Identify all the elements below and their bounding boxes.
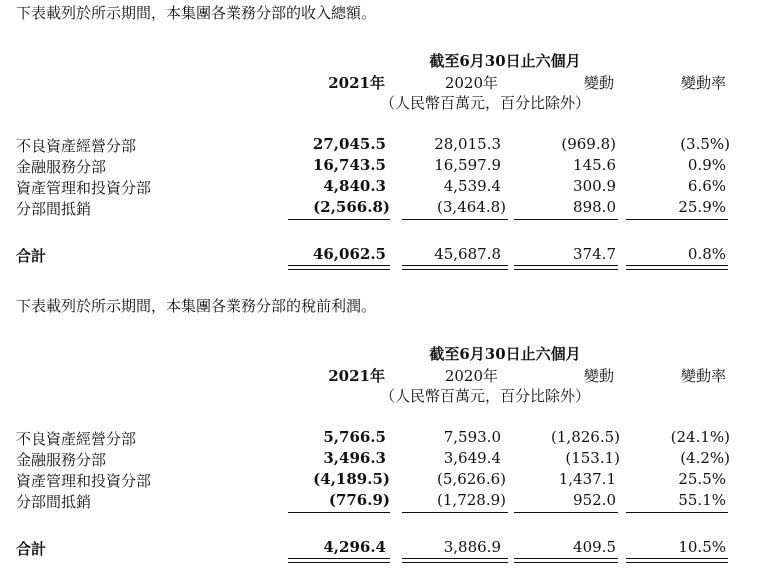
table1-col-2021: 2021年	[328, 74, 385, 92]
table1-subtotal-rule	[626, 219, 728, 220]
table2-total-rate: 10.5%	[678, 538, 726, 556]
table2-row-label: 不良資產經營分部	[16, 430, 137, 448]
table1-total-change: 374.7	[573, 245, 616, 263]
table1-total-rate: 0.8%	[687, 245, 726, 263]
table1-row-rate: 0.9%	[687, 156, 726, 174]
table1-row-2020: 16,597.9	[434, 156, 501, 174]
table2-row-change: (1,826.5)	[551, 428, 620, 446]
table1-total-label: 合計	[16, 247, 47, 265]
table2-total-rule	[288, 558, 390, 563]
table1-total-2020: 45,687.8	[434, 245, 501, 263]
table2-col-2020: 2020年	[444, 367, 498, 385]
table1-row-rate: (3.5%)	[680, 135, 730, 153]
table2-subtotal-rule	[288, 512, 390, 513]
table2-row-change: 1,437.1	[558, 470, 616, 488]
table1-subtotal-rule	[402, 219, 508, 220]
table1-col-rate: 變動率	[680, 74, 726, 92]
table2-row-2021: 3,496.3	[323, 449, 386, 467]
table1-row-label: 資產管理和投資分部	[16, 179, 152, 197]
table1-subtotal-rule	[514, 219, 618, 220]
table2-unit-note: （人民幣百萬元，百分比除外）	[380, 387, 591, 405]
table1-row-change: 145.6	[573, 156, 616, 174]
table1-row-label: 分部間抵銷	[16, 200, 92, 218]
table2-row-change: 952.0	[573, 491, 616, 509]
table2-subtotal-rule	[626, 512, 728, 513]
table2-total-2020: 3,886.9	[443, 538, 501, 556]
table2-row-2020: (5,626.6)	[437, 470, 506, 488]
table1-subtotal-rule	[288, 219, 390, 220]
table1-row-change: (969.8)	[561, 135, 616, 153]
table2-row-2021: 5,766.5	[323, 428, 386, 446]
table2-row-2020: 3,649.4	[443, 449, 501, 467]
table2-total-2021: 4,296.4	[323, 538, 386, 556]
table1-row-rate: 6.6%	[687, 177, 726, 195]
table1-row-label: 金融服務分部	[16, 158, 107, 176]
table2-row-rate: (24.1%)	[670, 428, 730, 446]
table1-row-label: 不良資產經營分部	[16, 137, 137, 155]
table2-row-label: 分部間抵銷	[16, 493, 92, 511]
table1-total-rule	[288, 265, 390, 270]
table2-total-rule	[514, 558, 618, 563]
table2-col-rate: 變動率	[680, 367, 726, 385]
table1-row-2021: 16,743.5	[312, 156, 386, 174]
table1-row-2020: 28,015.3	[434, 135, 501, 153]
table2-row-change: (153.1)	[565, 449, 620, 467]
table1-total-rule	[514, 265, 618, 270]
table1-row-2020: 4,539.4	[443, 177, 501, 195]
table2-subtotal-rule	[514, 512, 618, 513]
table2-row-rate: 25.5%	[678, 470, 726, 488]
table1-row-2021: (2,566.8)	[313, 198, 390, 216]
table2-col-2021: 2021年	[328, 367, 385, 385]
table2-row-2021: (776.9)	[328, 491, 390, 509]
table2-row-rate: 55.1%	[678, 491, 726, 509]
table1-total-2021: 46,062.5	[312, 245, 386, 263]
table2-row-2020: (1,728.9)	[437, 491, 506, 509]
table2-row-label: 金融服務分部	[16, 451, 107, 469]
table1-intro: 下表載列於所示期間，本集團各業務分部的收入總額。	[16, 4, 377, 22]
table2-row-2021: (4,189.5)	[313, 470, 390, 488]
table1-row-2020: (3,464.8)	[437, 198, 506, 216]
table2-period-header: 截至6月30日止六個月	[429, 345, 581, 363]
table2-subtotal-rule	[402, 512, 508, 513]
table2-col-change: 變動	[583, 367, 614, 385]
table1-unit-note: （人民幣百萬元，百分比除外）	[380, 94, 591, 112]
table1-col-change: 變動	[583, 74, 614, 92]
table1-row-change: 898.0	[573, 198, 616, 216]
table2-intro: 下表載列於所示期間，本集團各業務分部的稅前利潤。	[16, 297, 377, 315]
table2-row-rate: (4.2%)	[680, 449, 730, 467]
table2-row-label: 資產管理和投資分部	[16, 472, 152, 490]
table1-total-rule	[626, 265, 728, 270]
table2-row-2020: 7,593.0	[443, 428, 501, 446]
table1-col-2020: 2020年	[444, 74, 498, 92]
table2-total-label: 合計	[16, 540, 47, 558]
table2-total-rule	[402, 558, 508, 563]
table1-row-2021: 27,045.5	[312, 135, 386, 153]
table1-total-rule	[402, 265, 508, 270]
table1-row-2021: 4,840.3	[323, 177, 386, 195]
table1-period-header: 截至6月30日止六個月	[429, 52, 581, 70]
table2-total-change: 409.5	[573, 538, 616, 556]
table2-total-rule	[626, 558, 728, 563]
table1-row-change: 300.9	[573, 177, 616, 195]
table1-row-rate: 25.9%	[678, 198, 726, 216]
